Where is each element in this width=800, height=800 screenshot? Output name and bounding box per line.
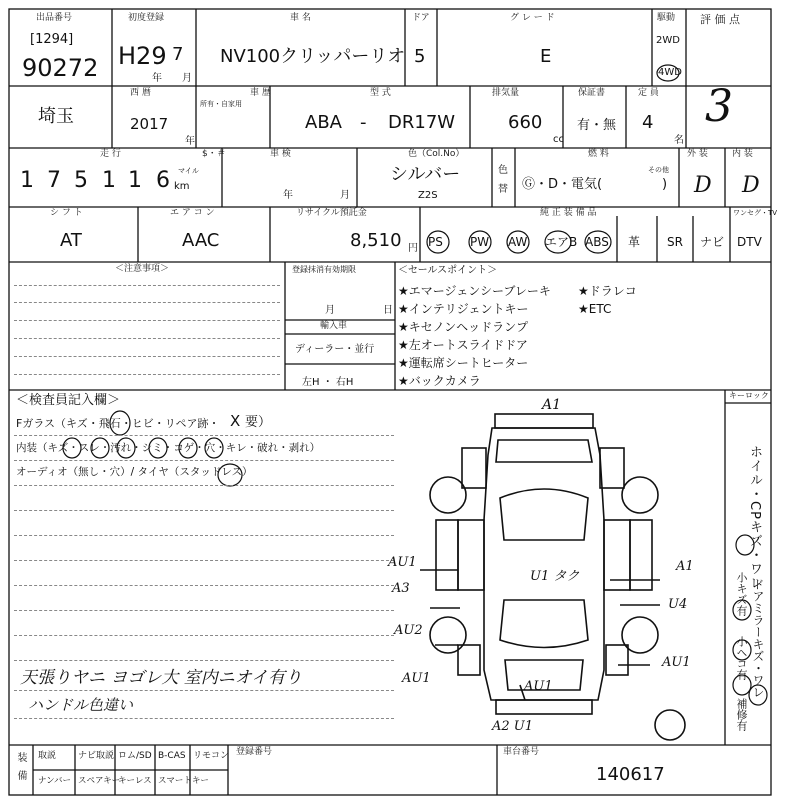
bottom-cell: ロム/SD: [118, 751, 152, 761]
color-change-2: 替: [498, 184, 508, 195]
equipment-item: ナビ: [700, 235, 725, 249]
reg-no-label: 登録番号: [236, 747, 273, 757]
windshield-mark: X: [230, 412, 241, 430]
mileage-flag: $・＃: [202, 149, 226, 159]
inspection-month: 月: [340, 190, 350, 201]
exterior-label: 外 装: [687, 149, 708, 159]
reg-deadline-label: 登録抹消有効期限: [292, 265, 356, 274]
small-scratch-label: 小キズ有: [735, 572, 748, 616]
shift-value: AT: [60, 230, 82, 251]
lot-no-label: 出品番号: [36, 13, 73, 23]
door-mirror-label: ドアミラーキズ・ワレ: [751, 578, 765, 698]
interior-line: 内装（キズ・スレ・汚れ・シミ・コゲ・穴・キレ・破れ・剥れ）: [16, 442, 321, 454]
chassis-no-value: 140617: [596, 764, 665, 785]
mark-front: A1: [542, 397, 562, 413]
sales-point: ★キセノンヘッドランプ: [398, 320, 529, 334]
mark-rear: A2 U1: [492, 719, 534, 734]
notes-label: ＜注意事項＞: [115, 264, 170, 274]
model-prefix: ABA: [305, 112, 342, 133]
bottom-cell: スマートキー: [158, 776, 209, 786]
windshield-line: Fガラス（キズ・飛石・ヒビ・リペア跡・: [16, 417, 220, 430]
sales-points-label: ＜セールスポイント＞: [398, 265, 498, 276]
equipment-item: DTV: [737, 235, 762, 249]
shift-label: シ フ ト: [50, 208, 83, 218]
repair-label: 補修有: [735, 698, 748, 731]
sales-point: ★ETC: [578, 302, 612, 316]
interior-grade: D: [742, 173, 760, 198]
yen-label: 円: [408, 243, 418, 254]
color-code: Z2S: [418, 190, 438, 201]
drive-4wd: 4WD: [658, 67, 682, 78]
mark-right-front: A1: [676, 559, 694, 574]
windshield-req: 要）: [245, 415, 272, 430]
mark-left-bottom: AU1: [402, 671, 431, 686]
mileage-digit: 1: [102, 168, 116, 193]
mark-left-door: A3: [392, 581, 410, 596]
fuel-close: ): [662, 177, 668, 192]
color-value: シルバー: [390, 164, 461, 185]
grade-value: E: [540, 46, 552, 67]
equipment-item: エアB: [545, 235, 578, 249]
reg-month: 月: [325, 305, 335, 316]
car-name-value: NV100クリッパーリオ: [220, 46, 406, 67]
equipment-item: SR: [667, 235, 683, 249]
equipment-item: AW: [508, 235, 528, 249]
fuel-other: その他: [648, 166, 669, 174]
inspector-label: ＜検査員記入欄＞: [16, 393, 121, 408]
bottom-cell: 取説: [38, 751, 57, 761]
lot-no-small: [1294]: [30, 32, 74, 47]
bottom-cell: B-CAS: [158, 751, 186, 761]
dealer-value: ディーラー・並行: [295, 344, 375, 355]
steering-value: 左H ・ 右H: [302, 377, 354, 388]
mark-roof: U1 タク: [530, 569, 580, 584]
small-dent-label: 小ヘコ有: [735, 636, 748, 680]
reg-day: 日: [383, 305, 393, 316]
mileage-digit: 7: [47, 168, 61, 193]
western-year: 2017: [130, 115, 169, 133]
import-label: 輸入車: [320, 321, 348, 331]
mileage-mile: マイル: [178, 167, 199, 175]
equipment-item: ABS: [585, 235, 609, 249]
fuel-label: 燃 料: [588, 149, 609, 159]
bottom-cell: ナンバー: [38, 776, 71, 786]
audio-line: オーディオ（無し・穴）/ タイヤ（スタッドレス）: [16, 466, 253, 478]
exterior-grade: D: [694, 173, 712, 198]
interior-label: 内 装: [732, 149, 753, 159]
score-label: 評 価 点: [700, 13, 740, 26]
doors-value: 5: [414, 46, 426, 67]
mileage-km: km: [174, 181, 190, 192]
bottom-cell: キーレス: [118, 776, 152, 786]
history-note: 所有・自家用: [200, 100, 242, 108]
doors-label: ドア: [412, 13, 430, 23]
sales-point: ★エマージェンシーブレーキ: [398, 284, 551, 298]
grade-label: グ レ ー ド: [510, 13, 555, 23]
handwritten-note-2: ハンドル色違い: [28, 696, 134, 714]
western-year-mark: 年: [185, 136, 195, 147]
mark-right-door: U4: [668, 597, 688, 612]
score-value: 3: [705, 81, 733, 132]
first-reg-era: H29: [118, 42, 167, 70]
seats-suffix: 名: [674, 135, 684, 146]
inspection-year: 年: [283, 190, 293, 201]
bottom-cell: ナビ取説: [78, 751, 115, 761]
mark-rear-bumper: AU1: [524, 679, 553, 694]
model-label: 型 式: [370, 88, 391, 98]
equipment-item: 革: [628, 235, 641, 249]
aircon-label: エ ア コ ン: [170, 208, 215, 218]
first-reg-label: 初度登録: [128, 13, 165, 23]
color-label: 色（Col.No）: [408, 149, 465, 159]
inspection-label: 車 検: [270, 149, 291, 159]
aircon-value: AAC: [182, 230, 220, 251]
recycle-value: 8,510: [350, 230, 402, 251]
history-label: 車 歴: [250, 88, 271, 98]
handwritten-note-1: 天張りヤニ ヨゴレ大 室内ニオイ有り: [20, 668, 302, 688]
sales-point: ★バックカメラ: [398, 374, 481, 388]
displacement-label: 排気量: [492, 88, 520, 98]
equipment-label: 純 正 装 備 品: [540, 208, 597, 218]
mileage-digit: 1: [20, 168, 34, 193]
cc-label: cc: [553, 134, 564, 145]
bottom-cell: リモコン: [193, 751, 230, 761]
drive-label: 駆動: [657, 13, 676, 23]
mark-right-rear: AU1: [662, 655, 691, 670]
sales-point: ★インテリジェントキー: [398, 302, 529, 316]
sales-point: ★ドラレコ: [578, 284, 637, 298]
recycle-label: リサイクル預託金: [296, 208, 367, 218]
sales-point: ★運転席シートヒーター: [398, 356, 529, 370]
color-change-1: 色: [498, 165, 508, 176]
displacement-value: 660: [508, 112, 543, 133]
mileage-digit: 5: [74, 168, 88, 193]
car-name-label: 車 名: [290, 13, 311, 23]
wheel-label: ホイル・CPキズ・ワレ: [747, 445, 762, 590]
warranty-label: 保証書: [578, 88, 606, 98]
year-mark: 年: [152, 73, 162, 84]
chassis-no-label: 車台番号: [503, 747, 540, 757]
equipment-row-label: 装備: [15, 752, 26, 788]
equipment-item: PS: [428, 235, 443, 249]
warranty-value: 有・無: [577, 118, 617, 133]
region-value: 埼玉: [38, 106, 74, 127]
mark-left-front: AU1: [388, 555, 417, 570]
mileage-label: 走 行: [100, 149, 121, 159]
month-mark: 月: [182, 73, 192, 84]
lot-no-value: 90272: [22, 54, 99, 82]
key-lock-label: キーロック: [729, 391, 769, 400]
bottom-cell: スペアキー: [78, 776, 121, 786]
capacity-value: 4: [642, 112, 654, 133]
model-dash: -: [360, 112, 367, 133]
drive-2wd: 2WD: [656, 35, 680, 46]
mileage-digit: 1: [128, 168, 142, 193]
capacity-label: 定 員: [638, 88, 659, 98]
western-label: 西 暦: [130, 88, 151, 98]
model-code: DR17W: [388, 112, 456, 133]
mark-left-rear: AU2: [394, 623, 423, 638]
first-reg-month: 7: [172, 44, 184, 65]
equipment-item: PW: [470, 235, 490, 249]
fuel-value: Ⓖ・D・電気(: [522, 177, 603, 192]
mileage-digit: 6: [156, 168, 170, 193]
one-seg-label: ワンセグ・TV: [733, 209, 778, 217]
sales-point: ★左オートスライドドア: [398, 338, 528, 352]
